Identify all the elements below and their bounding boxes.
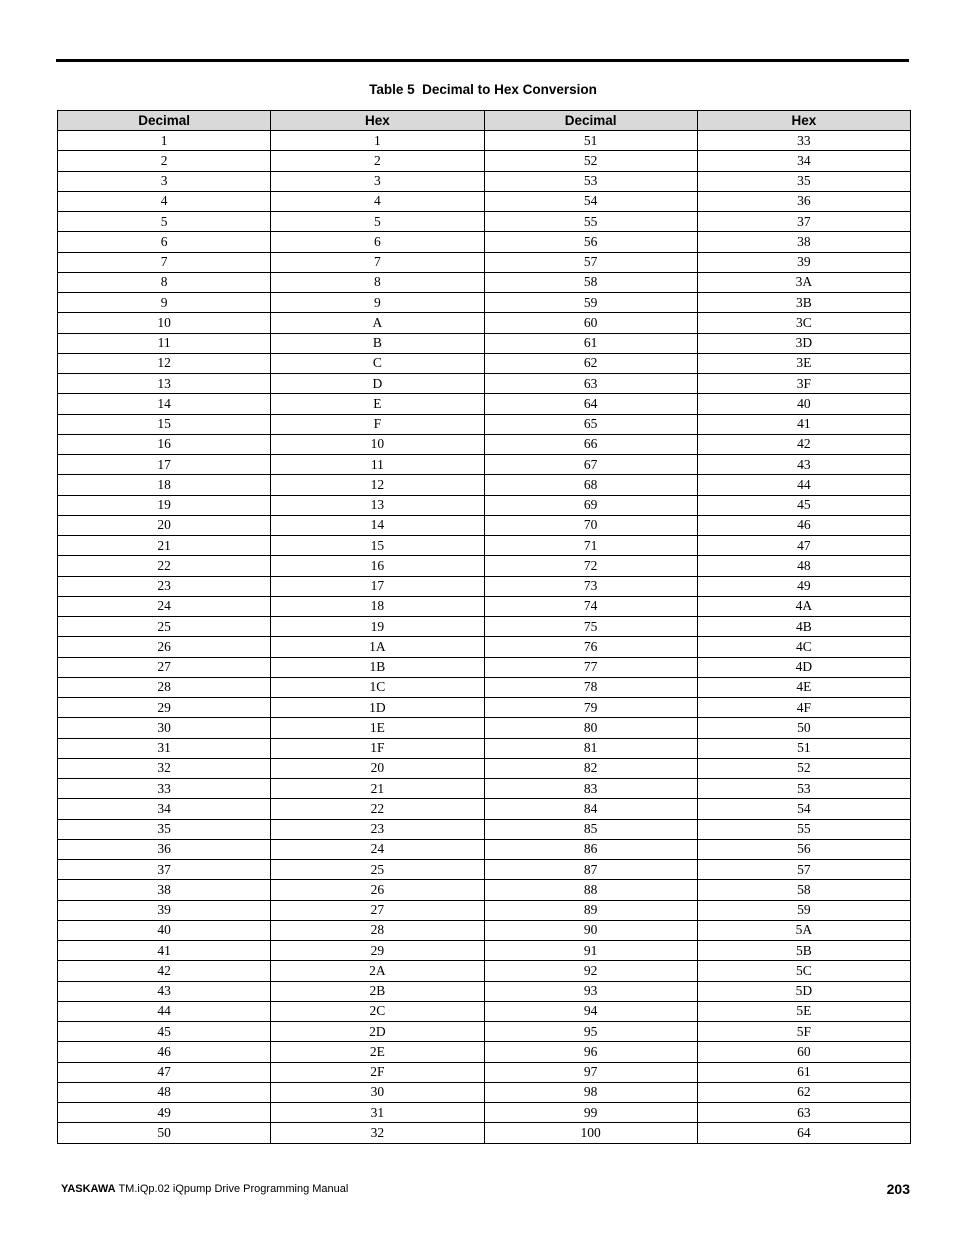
table-row [58, 657, 911, 677]
cell-decimal-1: 25 [58, 617, 271, 637]
cell-hex-2: 64 [697, 1123, 910, 1143]
cell-hex-2: 4C [697, 637, 910, 657]
cell-decimal-1: 15 [58, 414, 271, 434]
table-row [58, 475, 911, 495]
table-row [58, 293, 911, 313]
cell-hex-2: 55 [697, 819, 910, 839]
table-row [58, 698, 911, 718]
cell-hex-1: 22 [271, 799, 484, 819]
cell-decimal-2: 68 [484, 475, 697, 495]
table-row [58, 171, 911, 191]
cell-decimal-2: 92 [484, 961, 697, 981]
cell-hex-1: 14 [271, 515, 484, 535]
cell-hex-1: 2B [271, 981, 484, 1001]
table-row [58, 313, 911, 333]
cell-decimal-1: 38 [58, 880, 271, 900]
cell-decimal-1: 48 [58, 1082, 271, 1102]
cell-hex-2: 4B [697, 617, 910, 637]
cell-hex-1: 6 [271, 232, 484, 252]
cell-decimal-2: 91 [484, 941, 697, 961]
cell-hex-2: 38 [697, 232, 910, 252]
cell-decimal-2: 97 [484, 1062, 697, 1082]
cell-hex-1: C [271, 353, 484, 373]
table-row [58, 1103, 911, 1123]
header-decimal-2: Decimal [484, 111, 697, 131]
table-row [58, 758, 911, 778]
cell-decimal-2: 93 [484, 981, 697, 1001]
cell-decimal-2: 99 [484, 1103, 697, 1123]
table-row [58, 151, 911, 171]
cell-hex-1: 4 [271, 191, 484, 211]
cell-decimal-2: 66 [484, 434, 697, 454]
cell-hex-1: 24 [271, 839, 484, 859]
cell-hex-2: 51 [697, 738, 910, 758]
footer-manual-title [61, 1183, 348, 1195]
cell-hex-1: 1 [271, 131, 484, 151]
cell-hex-2: 52 [697, 758, 910, 778]
cell-hex-1: B [271, 333, 484, 353]
cell-hex-1: 9 [271, 293, 484, 313]
cell-hex-2: 5A [697, 920, 910, 940]
cell-decimal-1: 21 [58, 536, 271, 556]
cell-hex-2: 48 [697, 556, 910, 576]
table-row [58, 920, 911, 940]
cell-hex-1: 2D [271, 1022, 484, 1042]
table-row [58, 718, 911, 738]
cell-decimal-2: 71 [484, 536, 697, 556]
cell-hex-1: 2E [271, 1042, 484, 1062]
cell-hex-2: 57 [697, 860, 910, 880]
table-row [58, 414, 911, 434]
cell-hex-2: 3E [697, 353, 910, 373]
cell-decimal-1: 6 [58, 232, 271, 252]
cell-hex-1: 27 [271, 900, 484, 920]
cell-decimal-2: 79 [484, 698, 697, 718]
cell-decimal-1: 46 [58, 1042, 271, 1062]
cell-hex-1: 12 [271, 475, 484, 495]
cell-decimal-1: 12 [58, 353, 271, 373]
cell-decimal-1: 32 [58, 758, 271, 778]
cell-decimal-2: 56 [484, 232, 697, 252]
cell-hex-1: E [271, 394, 484, 414]
cell-decimal-1: 39 [58, 900, 271, 920]
cell-decimal-1: 42 [58, 961, 271, 981]
cell-hex-2: 5C [697, 961, 910, 981]
cell-hex-2: 5B [697, 941, 910, 961]
cell-hex-2: 4E [697, 677, 910, 697]
cell-hex-2: 58 [697, 880, 910, 900]
cell-hex-2: 5F [697, 1022, 910, 1042]
table-row [58, 839, 911, 859]
cell-decimal-2: 95 [484, 1022, 697, 1042]
cell-hex-2: 49 [697, 576, 910, 596]
cell-decimal-2: 61 [484, 333, 697, 353]
table-row [58, 596, 911, 616]
cell-hex-2: 3D [697, 333, 910, 353]
cell-decimal-1: 49 [58, 1103, 271, 1123]
cell-hex-2: 47 [697, 536, 910, 556]
table-row [58, 515, 911, 535]
cell-decimal-1: 44 [58, 1001, 271, 1021]
cell-decimal-2: 84 [484, 799, 697, 819]
cell-hex-2: 3B [697, 293, 910, 313]
cell-decimal-2: 94 [484, 1001, 697, 1021]
top-rule [56, 59, 909, 62]
cell-hex-1: D [271, 374, 484, 394]
table-row [58, 434, 911, 454]
cell-hex-2: 4D [697, 657, 910, 677]
cell-hex-2: 60 [697, 1042, 910, 1062]
cell-decimal-2: 59 [484, 293, 697, 313]
cell-decimal-2: 75 [484, 617, 697, 637]
cell-hex-1: F [271, 414, 484, 434]
table-row [58, 860, 911, 880]
cell-decimal-1: 17 [58, 455, 271, 475]
cell-decimal-1: 33 [58, 779, 271, 799]
cell-decimal-1: 18 [58, 475, 271, 495]
cell-decimal-2: 82 [484, 758, 697, 778]
cell-decimal-1: 41 [58, 941, 271, 961]
table-row [58, 880, 911, 900]
table-row [58, 799, 911, 819]
cell-decimal-1: 47 [58, 1062, 271, 1082]
cell-decimal-1: 20 [58, 515, 271, 535]
table-row [58, 1022, 911, 1042]
cell-hex-1: 10 [271, 434, 484, 454]
cell-decimal-2: 87 [484, 860, 697, 880]
cell-decimal-1: 50 [58, 1123, 271, 1143]
cell-hex-2: 40 [697, 394, 910, 414]
cell-decimal-1: 40 [58, 920, 271, 940]
cell-decimal-2: 52 [484, 151, 697, 171]
cell-decimal-2: 65 [484, 414, 697, 434]
cell-decimal-2: 90 [484, 920, 697, 940]
cell-decimal-1: 13 [58, 374, 271, 394]
cell-hex-1: 19 [271, 617, 484, 637]
header-row [58, 111, 911, 131]
cell-decimal-2: 63 [484, 374, 697, 394]
footer-brand: YASKAWA [61, 1183, 116, 1195]
cell-decimal-2: 55 [484, 212, 697, 232]
table-caption: Table 5 Decimal to Hex Conversion [369, 82, 597, 97]
cell-hex-1: 29 [271, 941, 484, 961]
cell-decimal-1: 24 [58, 596, 271, 616]
cell-hex-1: 1D [271, 698, 484, 718]
cell-hex-2: 45 [697, 495, 910, 515]
cell-decimal-2: 73 [484, 576, 697, 596]
table-row [58, 353, 911, 373]
footer-manual-name: TM.iQp.02 iQpump Drive Programming Manual [115, 1183, 349, 1195]
cell-decimal-1: 27 [58, 657, 271, 677]
cell-hex-2: 36 [697, 191, 910, 211]
cell-decimal-2: 100 [484, 1123, 697, 1143]
cell-hex-1: 1B [271, 657, 484, 677]
cell-hex-1: 1F [271, 738, 484, 758]
cell-decimal-1: 1 [58, 131, 271, 151]
table-row [58, 1042, 911, 1062]
page-number: 203 [886, 1181, 910, 1197]
cell-decimal-1: 3 [58, 171, 271, 191]
cell-decimal-2: 96 [484, 1042, 697, 1062]
table-row [58, 677, 911, 697]
cell-decimal-2: 88 [484, 880, 697, 900]
table-row [58, 941, 911, 961]
table-body [58, 131, 911, 1144]
cell-hex-1: 2 [271, 151, 484, 171]
cell-decimal-2: 51 [484, 131, 697, 151]
cell-decimal-2: 89 [484, 900, 697, 920]
cell-decimal-2: 83 [484, 779, 697, 799]
cell-hex-1: 23 [271, 819, 484, 839]
cell-decimal-1: 26 [58, 637, 271, 657]
table-row [58, 556, 911, 576]
cell-hex-1: 3 [271, 171, 484, 191]
cell-hex-2: 4A [697, 596, 910, 616]
table-row [58, 576, 911, 596]
decimal-hex-table [57, 110, 911, 1144]
cell-hex-1: A [271, 313, 484, 333]
table-row [58, 900, 911, 920]
table-row [58, 961, 911, 981]
table-row [58, 333, 911, 353]
cell-hex-2: 44 [697, 475, 910, 495]
cell-hex-2: 42 [697, 434, 910, 454]
cell-hex-2: 39 [697, 252, 910, 272]
cell-decimal-1: 10 [58, 313, 271, 333]
table-row [58, 455, 911, 475]
cell-decimal-2: 67 [484, 455, 697, 475]
cell-hex-2: 59 [697, 900, 910, 920]
cell-hex-2: 34 [697, 151, 910, 171]
table-row [58, 819, 911, 839]
cell-decimal-1: 31 [58, 738, 271, 758]
cell-decimal-1: 43 [58, 981, 271, 1001]
cell-decimal-1: 19 [58, 495, 271, 515]
cell-hex-2: 37 [697, 212, 910, 232]
cell-decimal-2: 64 [484, 394, 697, 414]
cell-hex-1: 28 [271, 920, 484, 940]
cell-decimal-1: 36 [58, 839, 271, 859]
cell-decimal-1: 2 [58, 151, 271, 171]
table-row [58, 779, 911, 799]
cell-hex-2: 41 [697, 414, 910, 434]
table-row [58, 536, 911, 556]
cell-decimal-2: 70 [484, 515, 697, 535]
cell-hex-2: 35 [697, 171, 910, 191]
table-row [58, 1123, 911, 1143]
header-decimal-1: Decimal [58, 111, 271, 131]
cell-decimal-2: 85 [484, 819, 697, 839]
table-row [58, 272, 911, 292]
cell-hex-1: 7 [271, 252, 484, 272]
cell-hex-2: 43 [697, 455, 910, 475]
cell-decimal-1: 45 [58, 1022, 271, 1042]
table-row [58, 495, 911, 515]
cell-hex-1: 17 [271, 576, 484, 596]
table-row [58, 1082, 911, 1102]
cell-decimal-2: 74 [484, 596, 697, 616]
cell-hex-1: 21 [271, 779, 484, 799]
cell-decimal-1: 8 [58, 272, 271, 292]
cell-decimal-1: 37 [58, 860, 271, 880]
table-header [58, 111, 911, 131]
cell-decimal-2: 72 [484, 556, 697, 576]
cell-hex-1: 31 [271, 1103, 484, 1123]
cell-hex-1: 13 [271, 495, 484, 515]
cell-decimal-1: 7 [58, 252, 271, 272]
cell-decimal-2: 98 [484, 1082, 697, 1102]
cell-hex-1: 11 [271, 455, 484, 475]
table-row [58, 617, 911, 637]
table-row [58, 252, 911, 272]
header-hex-2: Hex [697, 111, 910, 131]
table-row [58, 738, 911, 758]
cell-hex-1: 26 [271, 880, 484, 900]
cell-decimal-1: 5 [58, 212, 271, 232]
cell-hex-1: 2C [271, 1001, 484, 1021]
cell-hex-1: 5 [271, 212, 484, 232]
cell-decimal-1: 34 [58, 799, 271, 819]
cell-hex-2: 33 [697, 131, 910, 151]
cell-hex-1: 18 [271, 596, 484, 616]
header-hex-1: Hex [271, 111, 484, 131]
cell-decimal-2: 60 [484, 313, 697, 333]
cell-hex-2: 5E [697, 1001, 910, 1021]
cell-hex-1: 1E [271, 718, 484, 738]
cell-hex-2: 3F [697, 374, 910, 394]
cell-hex-2: 4F [697, 698, 910, 718]
table-row [58, 637, 911, 657]
cell-hex-2: 50 [697, 718, 910, 738]
cell-hex-2: 56 [697, 839, 910, 859]
cell-decimal-2: 57 [484, 252, 697, 272]
table-row [58, 374, 911, 394]
cell-decimal-1: 11 [58, 333, 271, 353]
table-row [58, 131, 911, 151]
cell-hex-2: 3A [697, 272, 910, 292]
cell-hex-1: 30 [271, 1082, 484, 1102]
cell-decimal-2: 81 [484, 738, 697, 758]
cell-decimal-2: 54 [484, 191, 697, 211]
table-row [58, 394, 911, 414]
table-row [58, 1001, 911, 1021]
cell-hex-2: 61 [697, 1062, 910, 1082]
cell-decimal-1: 29 [58, 698, 271, 718]
cell-hex-1: 2A [271, 961, 484, 981]
table-row [58, 232, 911, 252]
table-row [58, 981, 911, 1001]
table-row [58, 1062, 911, 1082]
cell-decimal-2: 62 [484, 353, 697, 373]
cell-hex-2: 5D [697, 981, 910, 1001]
cell-hex-1: 1C [271, 677, 484, 697]
cell-decimal-2: 53 [484, 171, 697, 191]
cell-decimal-1: 16 [58, 434, 271, 454]
cell-hex-2: 46 [697, 515, 910, 535]
cell-decimal-1: 4 [58, 191, 271, 211]
cell-hex-2: 3C [697, 313, 910, 333]
cell-hex-1: 32 [271, 1123, 484, 1143]
cell-decimal-2: 58 [484, 272, 697, 292]
cell-hex-1: 8 [271, 272, 484, 292]
cell-hex-2: 63 [697, 1103, 910, 1123]
cell-decimal-2: 69 [484, 495, 697, 515]
cell-decimal-1: 35 [58, 819, 271, 839]
cell-decimal-1: 28 [58, 677, 271, 697]
cell-decimal-2: 78 [484, 677, 697, 697]
cell-decimal-2: 77 [484, 657, 697, 677]
cell-hex-2: 62 [697, 1082, 910, 1102]
cell-decimal-2: 86 [484, 839, 697, 859]
cell-decimal-1: 23 [58, 576, 271, 596]
table-row [58, 191, 911, 211]
cell-hex-1: 1A [271, 637, 484, 657]
cell-decimal-1: 30 [58, 718, 271, 738]
cell-hex-1: 16 [271, 556, 484, 576]
cell-decimal-2: 76 [484, 637, 697, 657]
cell-decimal-1: 22 [58, 556, 271, 576]
cell-hex-1: 2F [271, 1062, 484, 1082]
cell-decimal-2: 80 [484, 718, 697, 738]
table-row [58, 212, 911, 232]
cell-hex-1: 15 [271, 536, 484, 556]
cell-hex-2: 54 [697, 799, 910, 819]
cell-hex-2: 53 [697, 779, 910, 799]
cell-decimal-1: 14 [58, 394, 271, 414]
cell-hex-1: 25 [271, 860, 484, 880]
cell-decimal-1: 9 [58, 293, 271, 313]
cell-hex-1: 20 [271, 758, 484, 778]
